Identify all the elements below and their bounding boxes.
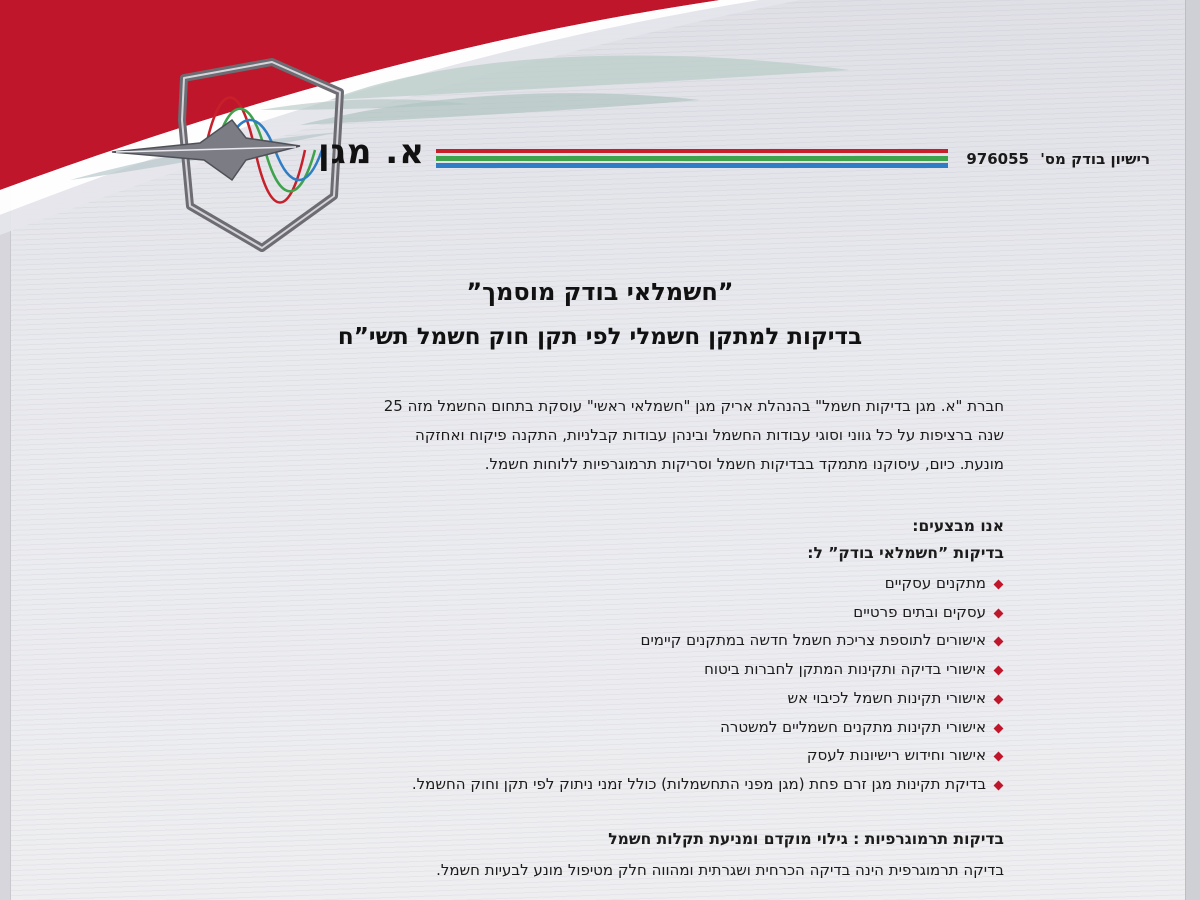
diamond-bullet-icon (994, 637, 1004, 647)
main-content (184, 392, 1004, 884)
list-item (184, 626, 1004, 655)
diamond-bullet-icon (994, 580, 1004, 590)
thermo-heading: בדיקות תרמוגרפיות : גילוי מוקדם ומניעת תקלות חשמל (608, 829, 1004, 848)
page-title: ”חשמלאי בודק מוסמך” (466, 278, 734, 306)
list-item (184, 569, 1004, 598)
diamond-bullet-icon (994, 780, 1004, 790)
page-subtitle: בדיקות למתקן חשמלי לפי תקן חוק חשמל תשי”ח (337, 324, 863, 350)
list-item (184, 741, 1004, 770)
logo-name: א. מגן (318, 132, 425, 172)
intro-line: חברת "א. מגן בדיקות חשמל" בהנהלת אריק מגן "חשמלאי ראשי" עוסקת בתחום החשמל מזה 25 (383, 397, 1004, 415)
list-item-text: אישורים לתוספת צריכת חשמל חדשה במתקנים קיימים (640, 631, 986, 650)
diamond-bullet-icon (994, 723, 1004, 733)
diamond-bullet-icon (994, 694, 1004, 704)
list-item (184, 598, 1004, 627)
license-info (966, 150, 1150, 168)
stripe-red (436, 149, 948, 153)
list-item-text: מתקנים עסקיים (884, 574, 986, 592)
checks-heading: בדיקות ”חשמלאי בודק” ל: (807, 544, 1004, 562)
intro-line: מונעת. כיום, עיסוקנו מתמקד בבדיקות חשמל וסריקות תרמוגרפיות ללוחות חשמל. (484, 455, 1004, 473)
diamond-bullet-icon (994, 752, 1004, 762)
list-item (184, 713, 1004, 742)
checks-list (184, 569, 1004, 799)
list-item (184, 684, 1004, 713)
list-item-text: בדיקת תקינות מגן זרם פחת (מגן מפני התחשמלות) כולל זמני ניתוק לפי תקן וחוק החשמל. (411, 774, 986, 793)
header-decoration (0, 0, 1200, 260)
stripe-green (436, 156, 948, 161)
thermo-section (184, 825, 1004, 884)
list-item-text: אישור וחידוש רישיונות לעסק (806, 746, 986, 765)
list-item-text: אישורי תקינות חשמל לכיבוי אש (787, 688, 986, 707)
list-item (184, 770, 1004, 799)
we-do-heading: אנו מבצעים: (912, 517, 1004, 535)
list-item-text: אישורי בדיקה ותקינות המתקן לחברות ביטוח (704, 660, 986, 679)
intro-paragraph (184, 392, 1004, 479)
license-label: רישיון בודק מס' (1040, 150, 1150, 168)
thermo-text: בדיקה תרמוגרפית הינה בדיקה הכרחית ושגרתית ומהווה חלק מטיפול מונע לבעיות חשמל. (436, 860, 1004, 879)
list-item (184, 655, 1004, 684)
intro-line: שנה ברציפות על כל גווני וסוגי עבודות החשמל ובינהן עבודות קבלניות, התקנה פיקוח ואחזקה (415, 426, 1004, 444)
list-item-text: עסקים ובתים פרטיים (853, 602, 986, 621)
list-item-text: אישורי תקינות מתקנים חשמליים למשטרה (720, 717, 986, 736)
license-number: 976055 (966, 150, 1029, 168)
diamond-bullet-icon (994, 666, 1004, 676)
stripe-blue (436, 163, 948, 168)
diamond-bullet-icon (994, 608, 1004, 618)
